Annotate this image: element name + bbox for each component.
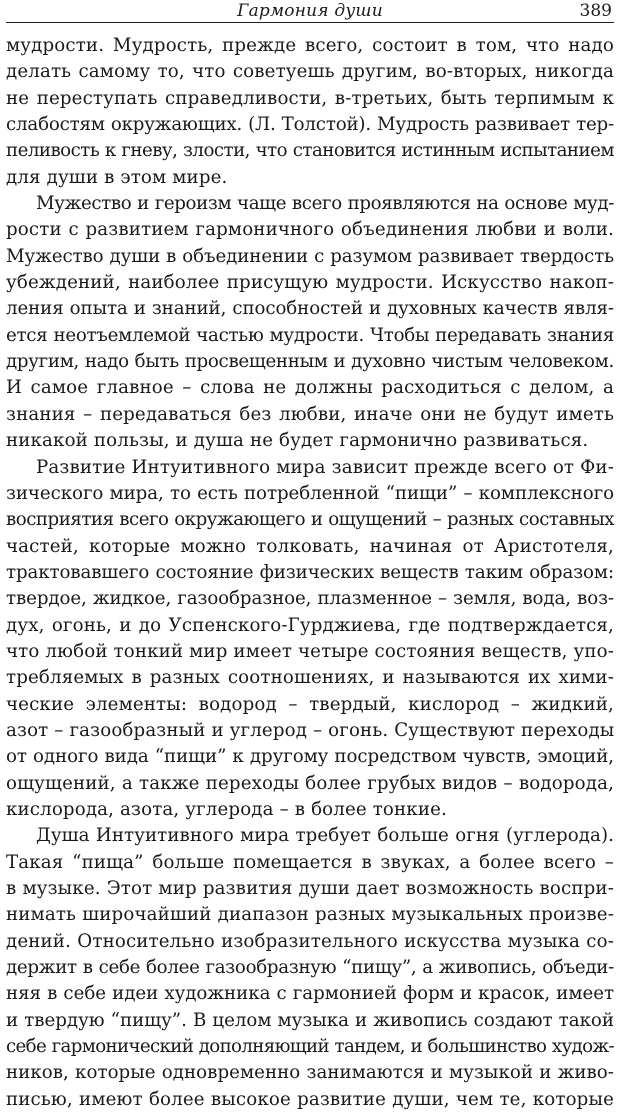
text-line: и твердую “пищу”. В целом музыка и живопись создают такой — [6, 1009, 614, 1031]
text-line: Такая “пища” больше помещается в звуках, а более всего – — [6, 851, 614, 873]
text-line: ческие элементы: водород – твердый, кислород – жидкий, — [6, 693, 614, 715]
text-line: И самое главное – слова не должны расходиться с делом, а — [6, 377, 614, 399]
text-line: зического мира, то есть потребленной “пищи” – комплексного — [6, 482, 614, 504]
text-line: знания – передаваться без любви, иначе они не будут иметь — [6, 403, 614, 425]
text-line: пеливость к гневу, злости, что становится истинным испытанием — [6, 140, 614, 162]
text-line: восприятия всего окружающего и ощущений – разных составных — [6, 509, 614, 531]
text-line: трактовавшего состояние физических веществ таким образом: — [6, 561, 614, 583]
running-title: Гармония души — [237, 1, 383, 21]
text-line: рости с развитием гармоничного объединения любви и воли. — [6, 219, 614, 241]
text-line: для души в этом мире. — [6, 166, 228, 188]
text-line: нимать широчайший диапазон разных музыкальных произве- — [6, 904, 614, 926]
text-line: не переступать справедливости, в-третьих, быть терпимым к — [6, 87, 614, 109]
text-line: ощущений, а также переходы более грубых видов – водорода, — [6, 772, 614, 794]
text-line: твердое, жидкое, газообразное, плазменное – земля, вода, воз- — [6, 588, 614, 610]
text-line: кислорода, азота, углерода – в более тонкие. — [6, 798, 447, 820]
text-line: что любой тонкий мир имеет четыре состояния веществ, упо- — [6, 640, 614, 662]
text-line: азот – газообразный и углерод – огонь. Существуют переходы — [6, 719, 615, 741]
text-line: другим, надо быть просвещенным и духовно чистым человеком. — [6, 351, 614, 373]
text-line: няя в себе идеи художника с гармонией форм и красок, имеет — [6, 983, 614, 1005]
text-line: Мужество души в объединении с разумом развивает твердость — [6, 245, 614, 267]
page-number: 389 — [579, 1, 612, 21]
text-line: себе гармонический дополняющий тандем, и большинство худож- — [6, 1036, 614, 1058]
text-line: частей, которые можно толковать, начиная от Аристотеля, — [6, 535, 614, 557]
text-line: дений. Относительно изобразительного искусства музыка со- — [6, 930, 614, 952]
running-header — [6, 0, 614, 23]
text-line: в музыке. Этот мир развития души дает возможность воспри- — [6, 878, 614, 899]
text-line: требляемых в разных соотношениях, и называются их хими- — [6, 667, 614, 689]
text-line: мудрости. Мудрость, прежде всего, состоит в том, что надо — [6, 35, 614, 56]
text-line: ется неотъемлемой частью мудрости. Чтобы передавать знания — [6, 324, 614, 346]
text-line: держит в себе более газообразную “пищу”, а живопись, объеди- — [6, 957, 614, 979]
text-line: Развитие Интуитивного мира зависит прежде всего от Фи- — [36, 456, 614, 478]
text-line: писью, имеют более высокое развитие души, чем те, которые — [6, 1088, 614, 1110]
text-line: слабостям окружающих. (Л. Толстой). Мудрость развивает тер- — [6, 114, 614, 136]
text-line: Душа Интуитивного мира требует больше огня (углерода). — [36, 825, 614, 847]
text-line: делать самому то, что советуешь другим, во-вторых, никогда — [6, 61, 614, 83]
text-line: ников, которые одновременно занимаются и музыкой и живо- — [6, 1062, 614, 1084]
text-line: дух, огонь, и до Успенского-Гурджиева, где подтверждается, — [6, 614, 614, 636]
text-line: Мужество и героизм чаще всего проявляются на основе муд- — [36, 193, 614, 215]
text-line: никакой пользы, и душа не будет гармонично развиваться. — [6, 430, 589, 452]
page-body-text — [6, 33, 614, 1113]
text-line: ления опыта и знаний, способностей и духовных качеств явля- — [6, 298, 614, 320]
text-line: от одного вида “пищи” к другому посредством чувств, эмоций, — [6, 746, 614, 768]
text-line: убеждений, наиболее присущую мудрости. Искусство накоп- — [6, 272, 614, 294]
